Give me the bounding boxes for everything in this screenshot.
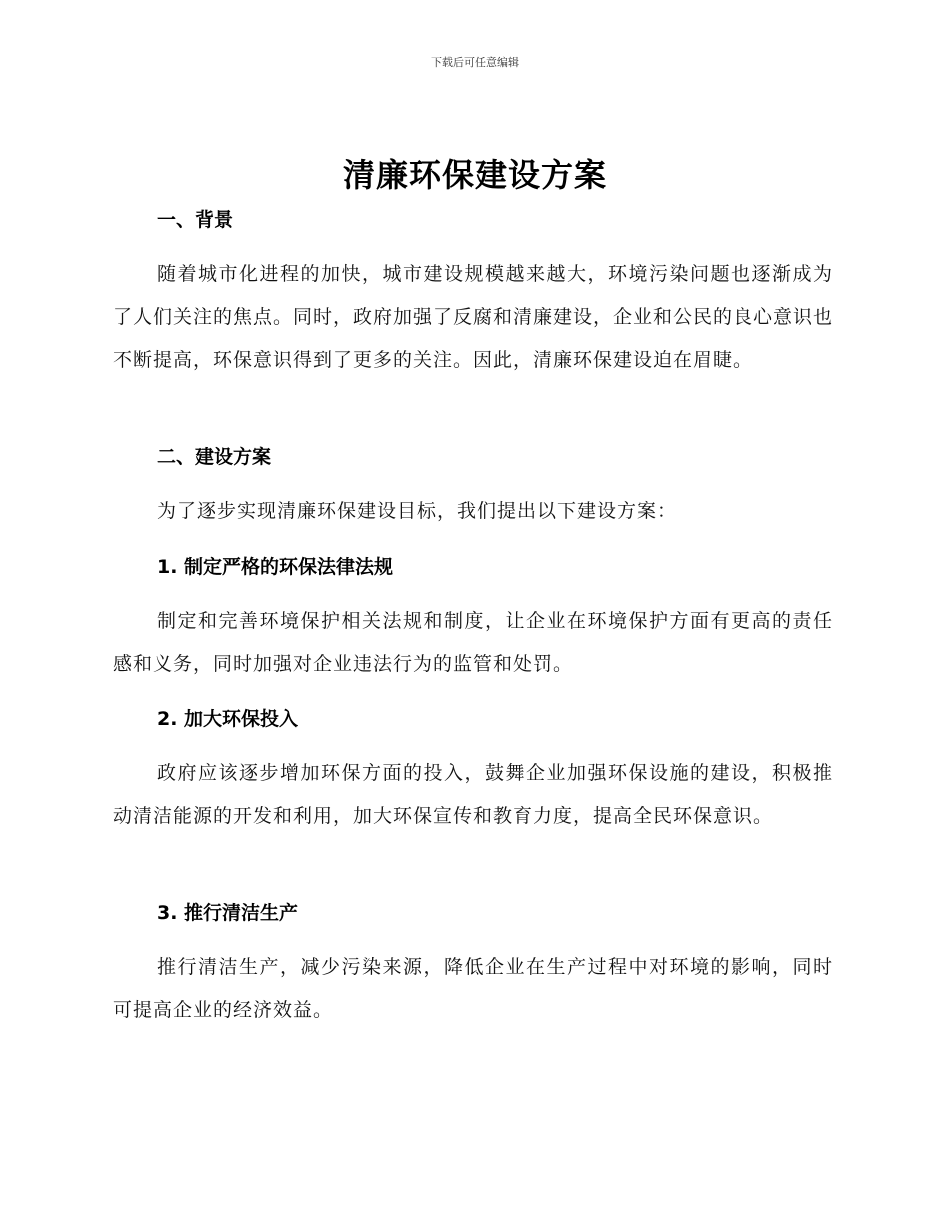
section-paragraph-plan-intro: 为了逐步实现清廉环保建设目标，我们提出以下建设方案： [157, 500, 678, 522]
section-paragraph-background: 随着城市化进程的加快，城市建设规模越来越大，环境污染问题也逐渐成为了人们关注的焦点。同时，政府加强了反腐和清廉建设，企业和公民的良心意识也不断提高，环保意识得到了更多的关注。因此，清廉环保建设迫在眉睫。 [113, 263, 834, 371]
section-heading-plan: 二、建设方案 [157, 446, 272, 468]
section-heading-investment: 2. 加大环保投入 [157, 708, 299, 730]
document-title: 清廉环保建设方案 [342, 156, 607, 194]
section-heading-regulations: 1. 制定严格的环保法律法规 [157, 556, 394, 578]
section-paragraph-investment: 政府应该逐步增加环保方面的投入，鼓舞企业加强环保设施的建设，积极推动清洁能源的开发和利用，加大环保宣传和教育力度，提高全民环保意识。 [113, 762, 833, 827]
section-paragraph-clean-production: 推行清洁生产，减少污染来源，降低企业在生产过程中对环境的影响，同时可提高企业的经济效益。 [113, 956, 833, 1021]
section-heading-clean-production: 3. 推行清洁生产 [157, 902, 299, 924]
section-heading-background: 一、背景 [157, 209, 234, 231]
page-header-note: 下载后可任意编辑 [431, 56, 519, 69]
section-paragraph-regulations: 制定和完善环境保护相关法规和制度，让企业在环境保护方面有更高的责任感和义务，同时加强对企业违法行为的监管和处罚。 [113, 610, 833, 675]
